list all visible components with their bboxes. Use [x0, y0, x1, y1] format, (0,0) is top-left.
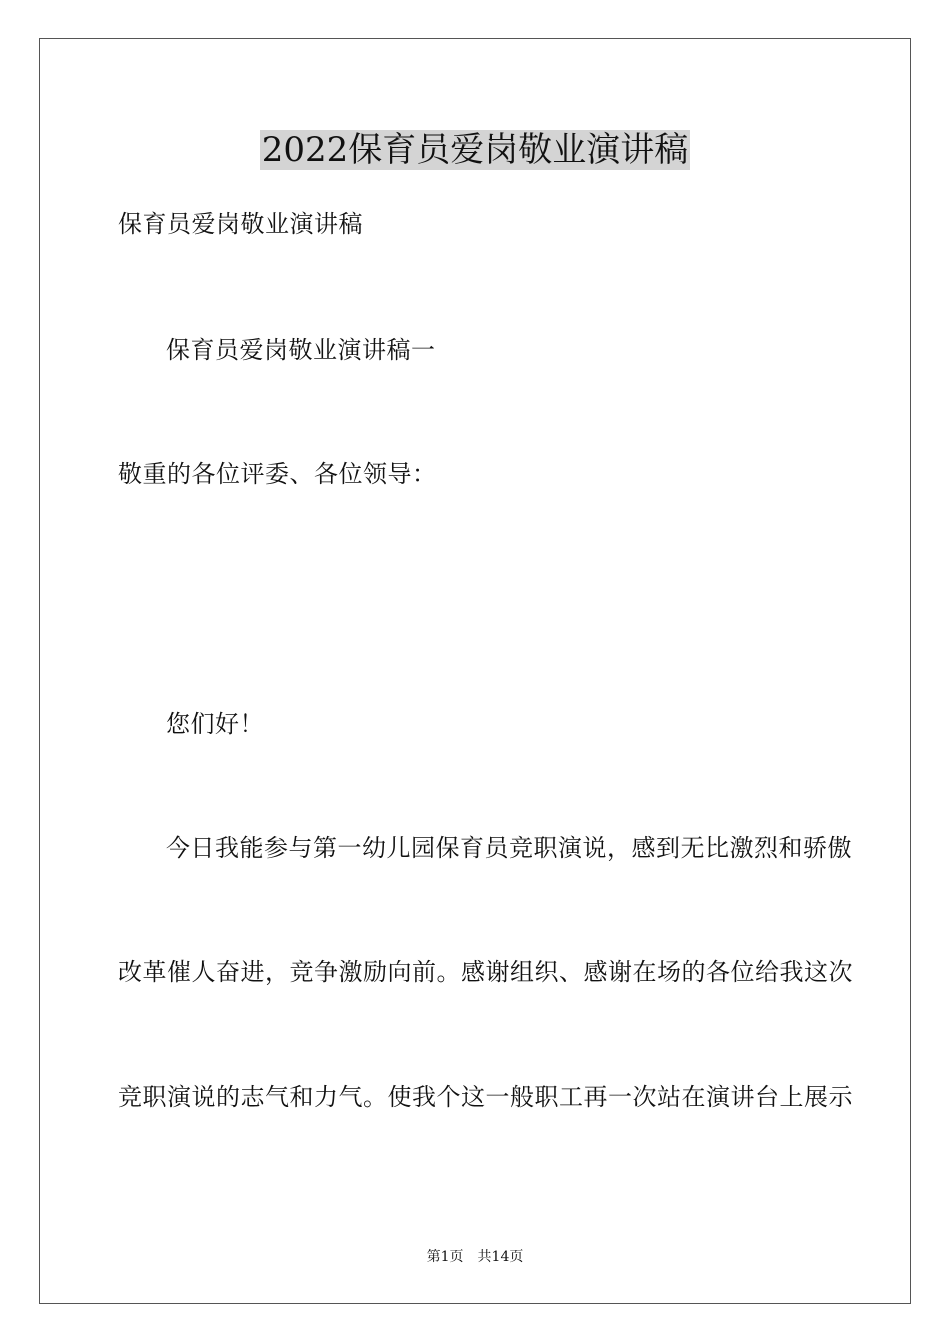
paragraph-body-line: 竞职演说的志气和力气。使我个这一般职工再一次站在演讲台上展示	[118, 1083, 853, 1111]
document-title-text: 2022保育员爱岗敬业演讲稿	[261, 130, 689, 170]
page-footer	[0, 1248, 950, 1266]
page-number: 第1页	[426, 1249, 464, 1265]
paragraph-body-line: 改革催人奋进，竞争激励向前。感谢组织、感谢在场的各位给我这次	[118, 958, 853, 986]
paragraph-salutation: 敬重的各位评委、各位领导：	[118, 460, 437, 488]
paragraph-section-heading: 保育员爱岗敬业演讲稿一	[166, 336, 436, 364]
paragraph-subtitle: 保育员爱岗敬业演讲稿	[118, 210, 363, 238]
document-title	[0, 127, 950, 173]
paragraph-body-line: 今日我能参与第一幼儿园保育员竞职演说，感到无比激烈和骄傲	[166, 834, 852, 862]
paragraph-greeting: 您们好！	[166, 710, 264, 738]
page-total: 共14页	[477, 1249, 524, 1265]
